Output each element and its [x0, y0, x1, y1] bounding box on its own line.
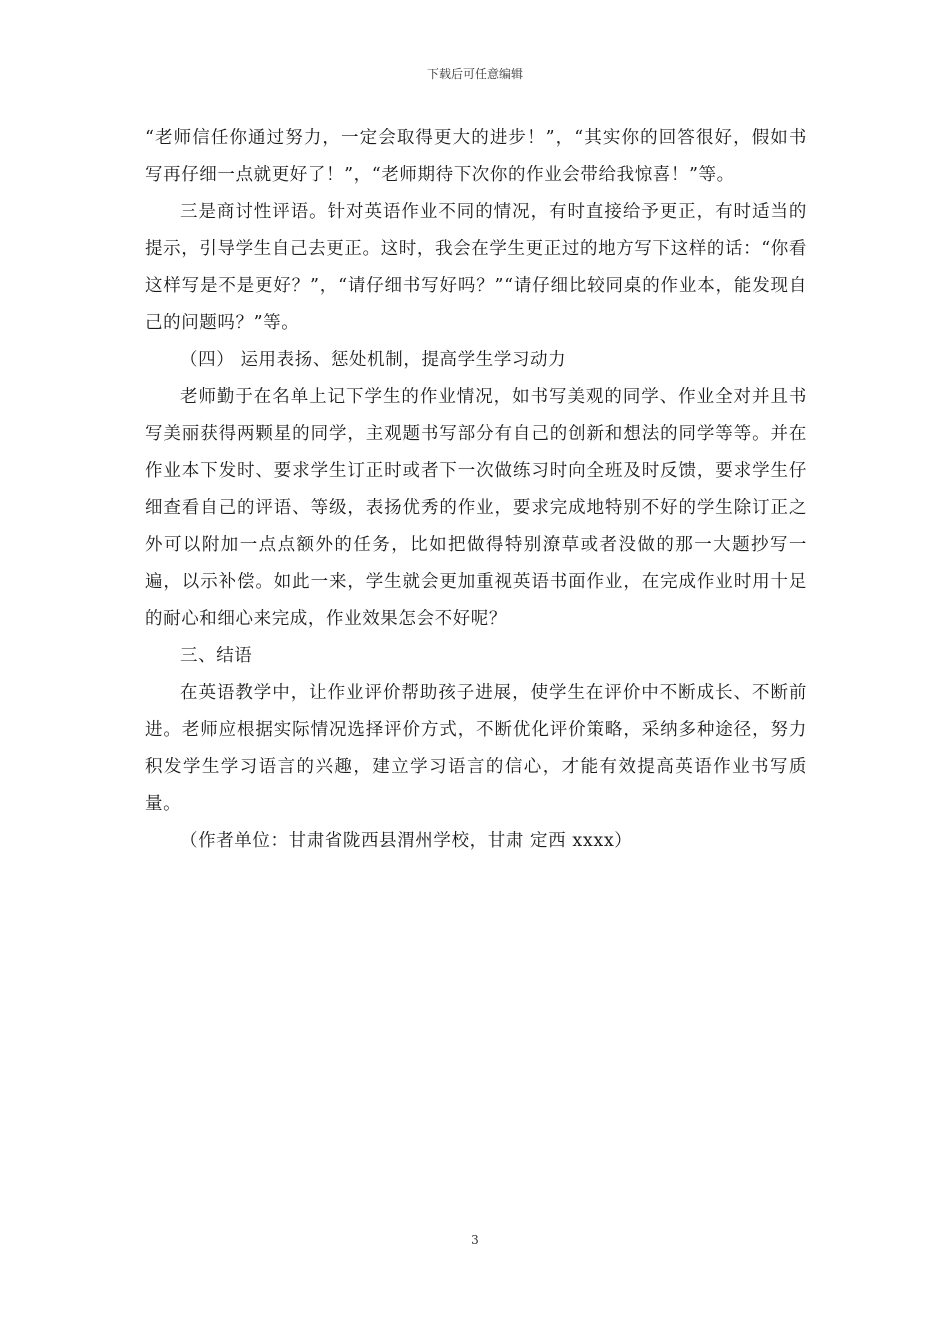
author-affiliation: （作者单位：甘肃省陇西县渭州学校，甘肃 定西 xxxx） — [180, 831, 633, 851]
page-header-note: 下载后可任意编辑 — [426, 67, 523, 81]
paragraph-discussion-comments: 三是商讨性评语。针对英语作业不同的情况，有时直接给予更正，有时适当的提示，引导学生自己去更正。这时，我会在学生更正过的地方写下这样的话：“你看这样写是不是更好？”，“请仔细书写好吗？”“请仔细比较同桌的作业本，能发现自己的问题吗？”等。 — [145, 202, 807, 333]
paragraph-conclusion: 在英语教学中，让作业评价帮助孩子进展，使学生在评价中不断成长、不断前进。老师应根据实际情况选择评价方式，不断优化评价策略，采纳多种途径，努力积发学生学习语言的兴趣，建立学习语言的信心，才能有效提高英语作业书写质量。 — [145, 683, 807, 814]
document-body — [145, 120, 807, 860]
page-number: 3 — [471, 1233, 479, 1247]
section-heading-four: （四） 运用表扬、惩处机制，提高学生学习动力 — [180, 350, 567, 370]
paragraph-praise-mechanism: 老师勤于在名单上记下学生的作业情况，如书写美观的同学、作业全对并且书写美丽获得两颗星的同学，主观题书写部分有自己的创新和想法的同学等等。并在作业本下发时、要求学生订正时或者下一次做练习时向全班及时反馈，要求学生仔细查看自己的评语、等级，表扬优秀的作业，要求完成地特别不好的学生除订正之外可以附加一点点额外的任务，比如把做得特别潦草或者没做的那一大题抄写一遍，以示补偿。如此一来，学生就会更加重视英语书面作业，在完成作业时用十足的耐心和细心来完成，作业效果怎会不好呢？ — [145, 387, 807, 629]
paragraph-quotes-continued: “老师信任你通过努力，一定会取得更大的进步！”，“其实你的回答很好，假如书写再仔细一点就更好了！”，“老师期待下次你的作业会带给我惊喜！”等。 — [145, 128, 807, 185]
section-heading-conclusion: 三、结语 — [180, 646, 253, 666]
